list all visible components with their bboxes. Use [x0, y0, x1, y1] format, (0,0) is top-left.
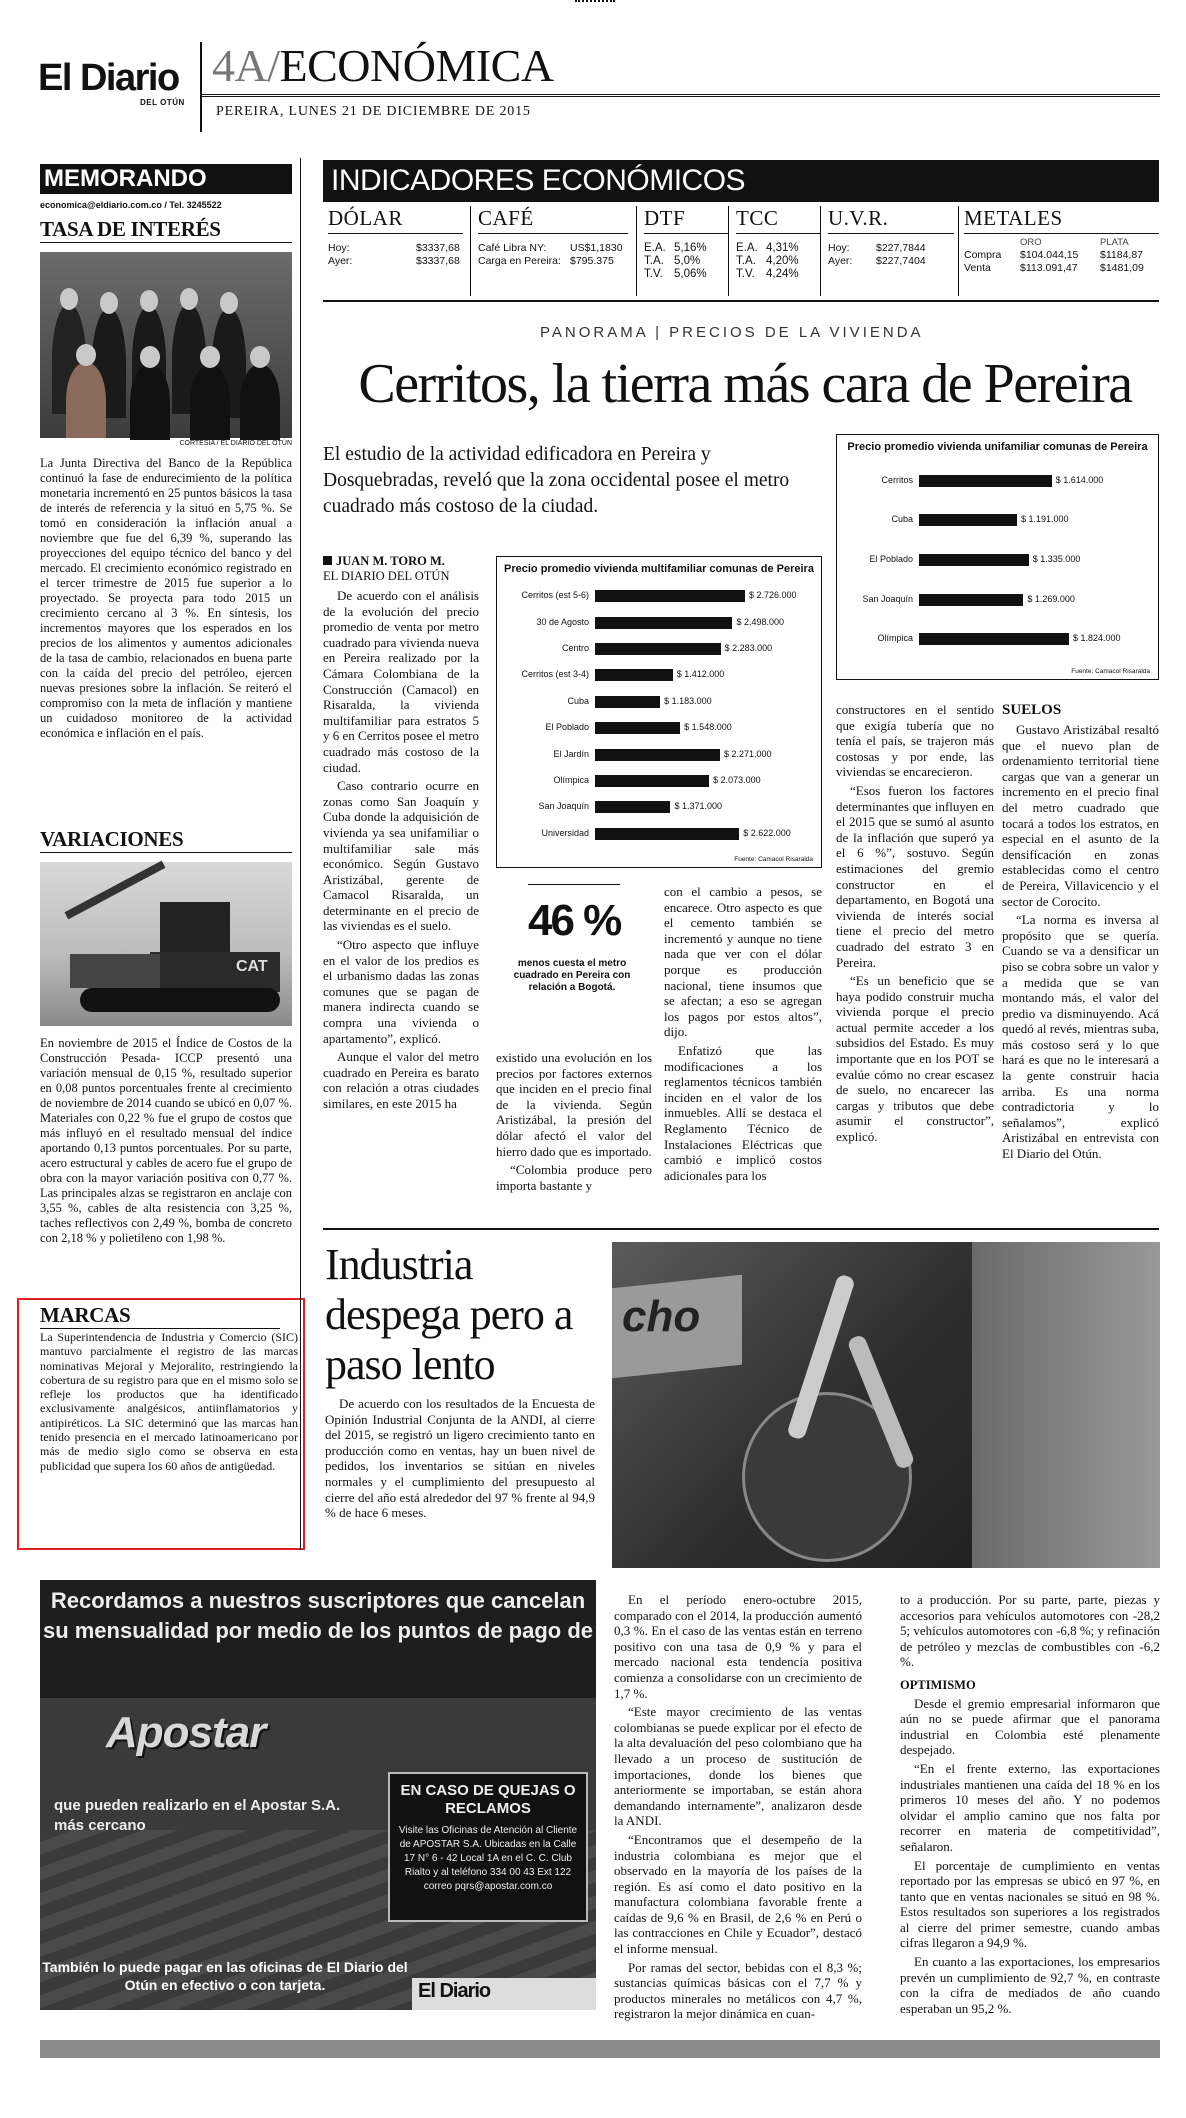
chart-category-label: El Poblado [869, 554, 913, 564]
masthead-divider [200, 42, 202, 132]
article-col-5 [1002, 722, 1159, 1165]
industria-col-3 [900, 1592, 1160, 2019]
article-col-4 [836, 702, 994, 1148]
chart-value-label: $ 2.498.000 [736, 616, 784, 627]
chart-category-label: El Jardín [553, 748, 589, 759]
chart-value-label: $ 2.271.000 [723, 748, 772, 759]
tcc-row: E.A. 4,31% [736, 242, 799, 254]
paragraph: Aunque el valor del metro cuadrado en Pereira es barato con relación a otras ciudades similares, en este 2015 ha [323, 1049, 479, 1111]
chart-category-label: El Poblado [545, 722, 589, 733]
chart-category-label: Cuba [567, 695, 589, 706]
paragraph: El porcentaje de cumplimiento en ventas reportado por las empresas se ubicó en 97 %, en tanto que en ventas nacionales se situó en 98 %. Estos resultados son superiores a los registrados al cierre del primer semestre, cuando ambas cifras llegaron a 94,9 %. [900, 1857, 1160, 1951]
tcc-row: T.A. 4,20% [736, 255, 799, 267]
chart-value-label: $ 1.824.000 [1073, 633, 1121, 644]
tasa-body [40, 456, 292, 744]
memorando-header: MEMORANDO [40, 164, 292, 194]
uvr-row: Ayer: $227,7404 [828, 255, 926, 267]
indicator-divider [470, 206, 471, 296]
dolar-block [328, 206, 463, 268]
indicadores-header: INDICADORES ECONÓMICOS [323, 160, 1159, 202]
paragraph: constructores en el sentido que exigía tubería que no tenía el país, se trajeron más costosas y por ende, las viviendas se encarecieron. [836, 702, 994, 780]
dtf-title: DTF [644, 206, 729, 234]
paragraph: “Encontramos que el desempeño de la industria colombiana es mejor que el observado en la mayoría de los países de la región. Es así como el dato positivo en la manufactura colombiana favorable frente a caídas de 9,6 % en Brasil, de 2,6 % en Perú o las contracciones en Chile y Ecuador”, destacó el informe mensual. [614, 1831, 862, 1957]
chart-category-label: San Joaquín [862, 593, 913, 604]
ad-footer-text: También lo puede pagar en las oficinas de El Diario del Otún en efectivo o con tarjeta. [42, 1959, 408, 1993]
variaciones-title: VARIACIONES [40, 826, 292, 853]
dolar-title: DÓLAR [328, 206, 463, 234]
stat-text: menos cuesta el metro cuadrado en Pereira con relación a Bogotá. [513, 958, 631, 993]
paragraph: Desde el gremio empresarial informaron que aún no se puede afirmar que el panorama industrial en Colombia esté plenamente despejado. [900, 1695, 1160, 1758]
ad-subtext: que pueden realizarlo en el Apostar S.A. más cercano [54, 1797, 341, 1834]
optimismo-subhead: OPTIMISMO [900, 1677, 976, 1692]
article-byline [323, 554, 449, 584]
paragraph: Enfatizó que las modificaciones a los reglamentos técnicos también inciden en el valor de los inmuebles. Allí se destaca el Reglamento Técnico de Instalaciones Eléctricas que cambió e implicó costos adicionales para los [664, 1042, 822, 1183]
chart-title: Precio promedio vivienda unifamiliar comunas de Pereira [847, 441, 1148, 453]
paragraph: “En el frente externo, las exportaciones industriales mantienen una caída del 18 % en los primeros 10 meses del año. Y no podemos olvidar el amplio camino que nos falta por recorrer en materia de competitividad”, señalaron. [900, 1760, 1160, 1854]
chart-title: Precio promedio vivienda multifamiliar comunas de Pereira [504, 563, 814, 575]
cafe-title: CAFÉ [478, 206, 628, 234]
chart-value-label: $ 2.622.000 [743, 827, 791, 838]
chart-bar [595, 643, 721, 655]
dtf-row: T.V. 5,06% [644, 268, 707, 280]
chart-source: Fuente: Camacol Risaralda [1071, 668, 1150, 675]
cafe-row: Café Libra NY: US$1,1830 [478, 242, 623, 254]
tcc-block [736, 206, 821, 281]
paragraph: Gustavo Aristizábal resaltó que el nuevo plan de ordenamiento territorial tiene cargas que van a generar un incremento en el precio final del metro cuadrado que tocará a todos los estratos, en especial en el asunto de la densificación en zonas establecidas como el centro de Pereira, Villavicencio y el sector de Corocito. [1002, 722, 1159, 909]
chart-category-label: Cerritos (est 5-6) [521, 590, 589, 601]
top-crop-mark [575, 0, 615, 4]
indicator-divider [958, 206, 959, 296]
page-number: 4A/ [212, 40, 280, 91]
paragraph: Por ramas del sector, bebidas con el 8,3 %; sustancias químicas básicas con el 7,7 % y productos minerales no metálicos con 4,7 %, registraron la mejor dinámica en cuan- [614, 1959, 862, 2022]
chart-category-label: 30 de Agosto [536, 616, 589, 627]
chart-value-label: $ 1.371.000 [674, 801, 722, 812]
indicator-divider [636, 206, 637, 296]
uvr-title: U.V.R. [828, 206, 954, 234]
photo-credit: CORTESÍA / EL DIARIO DEL OTÚN [179, 440, 292, 447]
industria-col-1 [325, 1396, 595, 1524]
chart-value-label: $ 1.335.000 [1032, 554, 1081, 564]
metales-row: Compra $104.044,15 $1184,87 [964, 249, 1144, 261]
paragraph: “Este mayor crecimiento de las ventas colombianas se puede explicar por el efecto de la alta devaluación del peso colombiano que ha llevado a un proceso de sustitución de importaciones, donde los bienes que anteriormente se importaban, se están ahora demandando internamente”, analizaron desde la ANDI. [614, 1704, 862, 1829]
chart-bar [595, 828, 739, 840]
footer-rule [40, 2040, 1160, 2058]
chart-bar [919, 594, 1023, 606]
industria-headline: Industria despega pero a paso lento [325, 1240, 573, 1389]
tcc-row: T.V. 4,24% [736, 268, 799, 280]
chart-value-label: $ 2.726.000 [749, 590, 797, 601]
section-rule [323, 1228, 1159, 1230]
chart-bar [595, 801, 670, 813]
chart-bar [919, 554, 1029, 566]
chart-bar [919, 514, 1017, 526]
tcc-title: TCC [736, 206, 821, 234]
chart-plot [497, 583, 819, 847]
cat-logo-icon: CAT [236, 958, 268, 975]
variaciones-body [40, 1036, 292, 1249]
ad-box-title: EN CASO DE QUEJAS O RECLAMOS [400, 1782, 576, 1817]
tasa-title: TASA DE INTERÉS [40, 216, 292, 243]
article-kicker: PANORAMA | PRECIOS DE LA VIVIENDA [540, 324, 924, 341]
cafe-block [478, 206, 628, 268]
metales-cols: ORO PLATA [1020, 237, 1129, 248]
chart-bar [595, 696, 660, 708]
chart-bar [919, 633, 1069, 645]
chart-value-label: $ 1.412.000 [676, 669, 725, 680]
machine-marking-icon: cho [622, 1292, 701, 1341]
article-headline: Cerritos, la tierra más cara de Pereira [358, 353, 1132, 415]
article-col-2 [496, 1050, 652, 1196]
chart-category-label: Cuba [891, 514, 913, 525]
indicator-divider [820, 206, 821, 296]
chart-value-label: $ 1.614.000 [1055, 474, 1104, 485]
chart-bar [919, 475, 1052, 487]
memorando-contact: economica@eldiario.com.co / Tel. 3245522 [40, 200, 222, 210]
uvr-block [828, 206, 954, 268]
ad-box-body: Visite las Oficinas de Atención al Cliente de APOSTAR S.A. Ubicadas en la Calle 17 N° 6 - 42 Local 1A en el C. C. Club Rialto y al teléfono 334 00 43 Ext 122 correo pqrs@apostar.com.co [398, 1825, 578, 1892]
masthead-rule-2 [200, 96, 1160, 97]
excavator-photo [40, 862, 292, 1026]
article-col-3 [664, 884, 822, 1186]
chart-value-label: $ 2.283.000 [724, 643, 773, 653]
chart-value-label: $ 1.183.000 [664, 695, 712, 706]
chart-bar [595, 749, 720, 761]
marcas-body [40, 1330, 298, 1476]
chart-value-label: $ 1.548.000 [684, 722, 732, 733]
suelos-subhead: SUELOS [1002, 702, 1062, 718]
paragraph: Caso contrario ocurre en zonas como San Joaquín y Cuba donde la adquisición de vivienda ya sea unifamiliar o multifamiliar sale más económico. Según Gustavo Aristizábal, gerente de Camacol Risaralda, un determinante en el precio de las viviendas es el suelo. [323, 778, 479, 934]
indicators-bottom-rule [323, 300, 1159, 302]
chart-category-label: Olímpica [877, 633, 913, 644]
dtf-block [644, 206, 729, 281]
paragraph: to a producción. Por su parte, parte, piezas y accesorios para vehículos automotores con -28,2 5; vehículos automotores con -6,8 %; y refinación de petróleo y mezclas de combustibles con -6,2 %. [900, 1592, 1160, 1670]
chart-value-label: $ 1.191.000 [1020, 514, 1069, 525]
article-col-1 [323, 588, 479, 1115]
variaciones-paragraph: En noviembre de 2015 el Índice de Costos de la Construcción Pesada- ICCP presentó una variación mensual de 0,15 %, resultado superior en 0,08 puntos porcentuales frente al crecimiento de noviembre de 2014 cuando se ubicó en 0,07 %. Materiales con 0,22 % fue el grupo de costos que más influyó en el resultado mensual del índice aportando 0,13 puntos porcentuales. Por su parte, acero estructural y cables de acero fue el grupo de obra con la mayor variación positiva con 0,77 %. Las principales alzas se registraron en anclaje con 3,55 %, cables de alta resistencia con 3,25 %, taches reflectivos con 2,49 %, bomba de concreto con 2,18 % y polietileno con 1,98 %. [40, 1036, 292, 1245]
paragraph: En cuanto a las exportaciones, los empresarios prevén un cumplimiento de 92,7 %, en contraste con la cifra de mediados de año cuando esperaban un 95,2 %. [900, 1954, 1160, 2016]
masthead-rule [200, 94, 1160, 95]
chart-category-label: Cerritos (est 3-4) [521, 669, 589, 680]
dateline: PEREIRA, LUNES 21 DE DICIEMBRE DE 2015 [216, 104, 531, 119]
paragraph: “La norma es inversa al propósito que se quería. Cuando se va a densificar un piso se cobra sobre un valor y a medida que se van montando más, el valor del predio va disminuyendo. Acá quedó al revés, mientras suba, más costoso será y lo que hará es que no le interesará a la gente construir hacia arriba. Es una norma contradictoria y lo señalamos”, explicó Aristizábal en entrevista con El Diario del Otún. [1002, 912, 1159, 1162]
paragraph: “Colombia produce pero importa bastante y [496, 1162, 652, 1193]
chart-bar [595, 669, 673, 681]
chart-category-label: Olímpica [553, 775, 589, 785]
chart-category-label: San Joaquín [538, 801, 589, 812]
paragraph: “Esos fueron los factores determinantes que influyen en el 2015 que se sumó al asunto de la inflación que superó ya el 6 %”, sostuvo. Según estimaciones del gremio constructor en el departamento, en Bogotá una vivienda de interés social tiene el precio del metro cuadrado del estrato 3 en Pereira. [836, 782, 994, 970]
chart-bar [595, 775, 709, 787]
author-name: JUAN M. TORO M. [323, 554, 449, 569]
industria-col-2 [614, 1592, 862, 2025]
marcas-paragraph: La Superintendencia de Industria y Comercio (SIC) mantuvo parcialmente el registro de las marcas nominativas Mejoral y Mejoralito, restringiendo la cobertura de su registro para que en el mismo solo se refleje los productos que ha identificado exclusivamente analgésicos, antiinflamatorios y antipiréticos. La SIC determinó que las marcas han tenido presencia en el mercado latinoamericano por más de medio siglo como se observa en esta publicidad que supera los 60 años de antigüedad. [40, 1330, 298, 1473]
article-lead: El estudio de la actividad edificadora en Pereira y Dosquebradas, reveló que la zona occidental posee el metro cuadrado más costoso de la ciudad. [323, 444, 790, 517]
stat-rule [528, 884, 620, 885]
board-photo [40, 252, 292, 438]
stat-value: 46 % [528, 896, 621, 945]
multifamiliar-chart [496, 556, 822, 868]
ad-headline: Recordamos a nuestros suscriptores que cancelan su mensualidad por medio de los puntos de pago de [40, 1580, 596, 1698]
chart-source: Fuente: Camacol Risaralda [734, 856, 813, 863]
chart-bar [595, 722, 680, 734]
paragraph: existido una evolución en los precios por factores externos que inciden en el precio final de la vivienda. Según Aristizábal, la presión del dólar afectó el valor del hierro dado que es importado. [496, 1050, 652, 1159]
industrial-machine-photo [612, 1242, 1160, 1568]
chart-value-label: $ 2.073.000 [713, 775, 761, 785]
newspaper-logo-subtitle: DEL OTÚN [140, 98, 185, 107]
apostar-logo: Apostar [106, 1708, 266, 1757]
dtf-row: E.A. 5,16% [644, 242, 707, 254]
chart-category-label: Universidad [541, 827, 589, 838]
chart-value-label: $ 1.269.000 [1027, 593, 1075, 604]
paragraph: “Es un beneficio que se haya podido construir mucha vivienda porque el precio actual permite acceder a los subsidios del Estado. Es muy importante que en los POT se evalúe cómo no crear escasez de suelo, no encarecer las cargas y tributos que debe asumir el constructor”, explicó. [836, 973, 994, 1145]
paragraph: De acuerdo con el análisis de la evolución del precio promedio de venta por metro cuadrado para vivienda nueva en Pereira realizado por la Cámara Colombiana de la Construcción (Camacol) en Risaralda, la vivienda multifamiliar para estratos 5 y 6 en Cerritos posee el metro cuadrado más costoso de la ciudad. [323, 588, 479, 775]
section-name: ECONÓMICA [279, 40, 554, 91]
newspaper-logo: El Diario [38, 57, 179, 99]
dolar-row: Ayer: $3337,68 [328, 255, 460, 267]
ad-complaints-box [388, 1772, 588, 1922]
metales-block [964, 206, 1159, 275]
chart-bar [595, 617, 732, 629]
column-divider [300, 158, 301, 1550]
uvr-row: Hoy: $227,7844 [828, 242, 926, 254]
cafe-row: Carga en Pereira: $795.375 [478, 255, 614, 267]
metales-title: METALES [964, 206, 1159, 234]
metales-row: Venta $113.091,47 $1481,09 [964, 262, 1144, 274]
tasa-paragraph: La Junta Directiva del Banco de la República continuó la fase de endurecimiento de la política monetaria incrementó en 25 puntos básicos la tasa de interés de referencia y la situó en 5,75 %. Se tomó en consideración la inflación anual a noviembre que fue del 6,39 %, superando las proyecciones del equipo técnico del banco y del mercado. El crecimiento económico registrado en el tercer trimestre de 2015 fue superior a lo proyectado. Se proyecta para todo 2015 un crecimiento cercano al 3 %. En síntesis, los incrementos mayores que los esperados en los precios de los alimentos y aumentos adicionales de la tasa de cambio, relacionados en buena parte con la caída del precio del petróleo, ejercen nuevas presiones sobre la inflación. Se reiteró el compromiso con la meta de inflación y mantiene un cuidadoso monitoreo de la actividad económica e inflación en el país. [40, 456, 292, 740]
marcas-title: MARCAS [40, 1302, 280, 1329]
chart-category-label: Cerritos [881, 474, 913, 485]
unifamiliar-chart [836, 434, 1159, 680]
section-title [212, 40, 554, 92]
ad-footer-logo: El Diario [412, 1978, 596, 2010]
dolar-row: Hoy: $3337,68 [328, 242, 460, 254]
indicator-divider [728, 206, 729, 296]
paragraph: En el período enero-octubre 2015, comparado con el 2014, la producción aumentó 0,3 %. En el caso de las ventas están en terreno positivo con una tasa de 0,9 % y para el mercado nacional esta tendencia positiva comienza a consolidarse con un crecimiento de 1,7 %. [614, 1592, 862, 1701]
dtf-row: T.A. 5,0% [644, 255, 701, 267]
chart-category-label: Centro [561, 643, 589, 653]
chart-plot [837, 461, 1157, 659]
paragraph: De acuerdo con los resultados de la Encuesta de Opinión Industrial Conjunta de la ANDI, al cierre del 2015, se registró un ligero crecimiento tanto en producción como en ventas, hay un buen nivel de pedidos, los inventarios se sitúan en niveles normales y el cumplimiento del presupuesto al cierre del año está alrededor del 97 % frente al 94,9 % de hace 6 meses. [325, 1396, 595, 1521]
author-outlet: EL DIARIO DEL OTÚN [323, 569, 450, 583]
paragraph: “Otro aspecto que influye en el valor de los predios es el urbanismo dadas las zonas comunes que se pagan de manera indirecta cuando se compra una vivienda o apartamento”, explicó. [323, 937, 479, 1046]
chart-bar [595, 590, 745, 602]
paragraph: con el cambio a pesos, se encarece. Otro aspecto es que el cemento también se incrementó y aunque no tiene nada que ver con el dólar porque es producción nacional, tiene insumos que se afectan; a eso se agregan los pagos por estos altos”, dijo. [664, 884, 822, 1040]
